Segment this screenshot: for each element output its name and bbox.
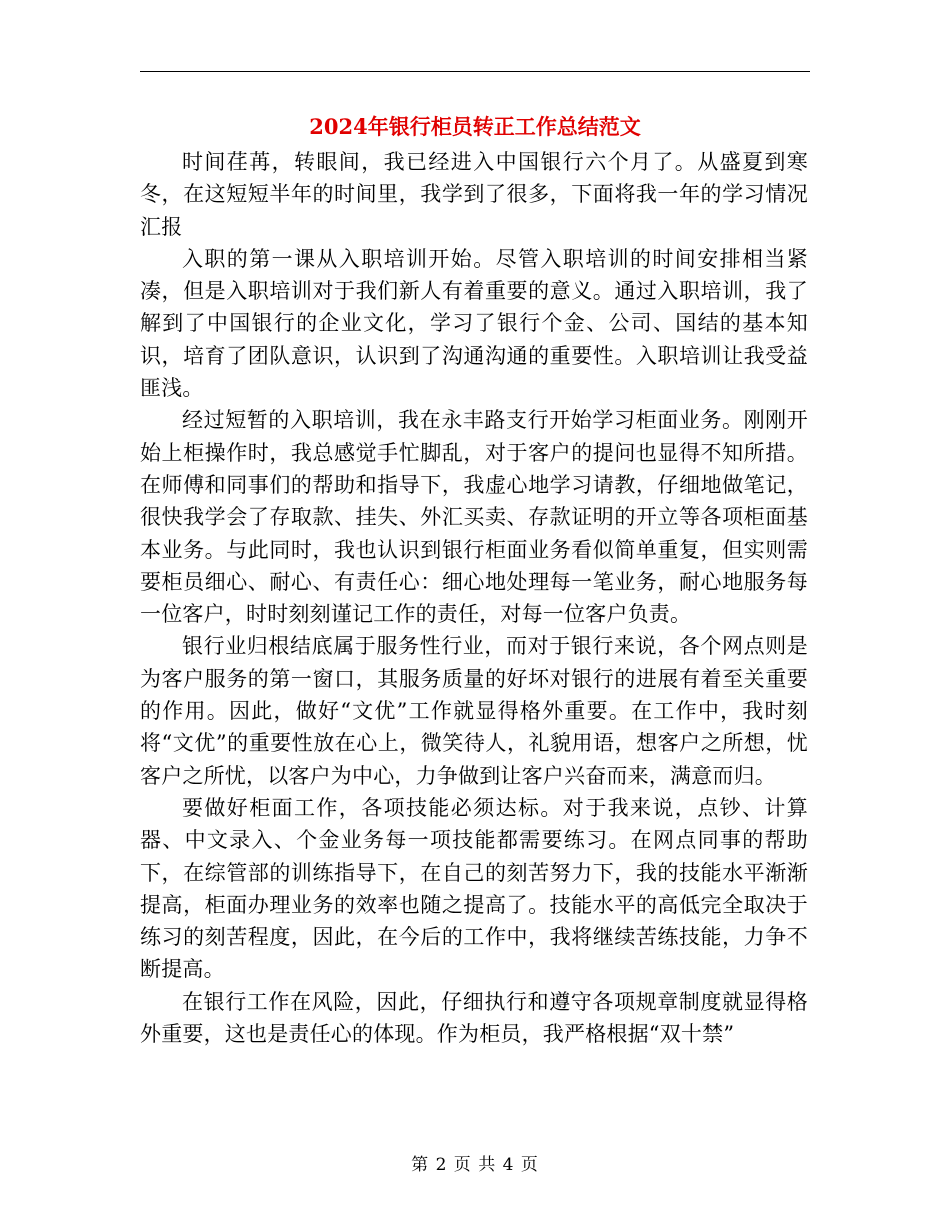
document-body bbox=[140, 146, 808, 1050]
footer-page-suffix: 页 bbox=[520, 1155, 539, 1175]
footer-page-middle: 页 共 bbox=[453, 1155, 497, 1175]
footer-page-total: 4 bbox=[502, 1155, 515, 1175]
paragraph-5: 要做好柜面工作，各项技能必须达标。对于我来说，点钞、计算器、中文录入、个金业务每一项技能都需要练习。在网点同事的帮助下，在综管部的训练指导下，在自己的刻苦努力下，我的技能水平渐渐提高，柜面办理业务的效率也随之提高了。技能水平的高低完全取决于练习的刻苦程度，因此，在今后的工作中，我将继续苦练技能，力争不断提高。 bbox=[140, 795, 808, 982]
document-title: 2024年银行柜员转正工作总结范文 bbox=[309, 114, 641, 139]
paragraph-1: 时间荏苒，转眼间，我已经进入中国银行六个月了。从盛夏到寒冬，在这短短半年的时间里，我学到了很多，下面将我一年的学习情况汇报 bbox=[140, 150, 808, 239]
paragraph-6: 在银行工作在风险，因此，仔细执行和遵守各项规章制度就显得格外重要，这也是责任心的体现。作为柜员，我严格根据“双十禁” bbox=[140, 989, 808, 1047]
paragraph-4: 银行业归根结底属于服务性行业，而对于银行来说，各个网点则是为客户服务的第一窗口，其服务质量的好坏对银行的进展有着至关重要的作用。因此，做好“文优”工作就显得格外重要。在工作中，我时刻将“文优”的重要性放在心上，微笑待人，礼貌用语，想客户之所想，忧客户之所忧，以客户为中心，力争做到让客户兴奋而来，满意而归。 bbox=[140, 634, 808, 788]
footer-page-prefix: 第 bbox=[411, 1155, 430, 1175]
header-rule bbox=[140, 71, 810, 72]
paragraph-2: 入职的第一课从入职培训开始。尽管入职培训的时间安排相当紧凑，但是入职培训对于我们新人有着重要的意义。通过入职培训，我了解到了中国银行的企业文化，学习了银行个金、公司、国结的基本知识，培育了团队意识，认识到了沟通沟通的重要性。入职培训让我受益匪浅。 bbox=[140, 246, 808, 401]
footer-page-number: 2 bbox=[435, 1155, 448, 1175]
paragraph-3: 经过短暂的入职培训，我在永丰路支行开始学习柜面业务。刚刚开始上柜操作时，我总感觉手忙脚乱，对于客户的提问也显得不知所措。在师傅和同事们的帮助和指导下，我虚心地学习请教，仔细地做笔记，很快我学会了存取款、挂失、外汇买卖、存款证明的开立等各项柜面基本业务。与此同时，我也认识到银行柜面业务看似简单重复，但实则需要柜员细心、耐心、有责任心：细心地处理每一笔业务，耐心地服务每一位客户，时时刻刻谨记工作的责任，对每一位客户负责。 bbox=[140, 408, 808, 627]
page-footer bbox=[140, 1154, 810, 1176]
